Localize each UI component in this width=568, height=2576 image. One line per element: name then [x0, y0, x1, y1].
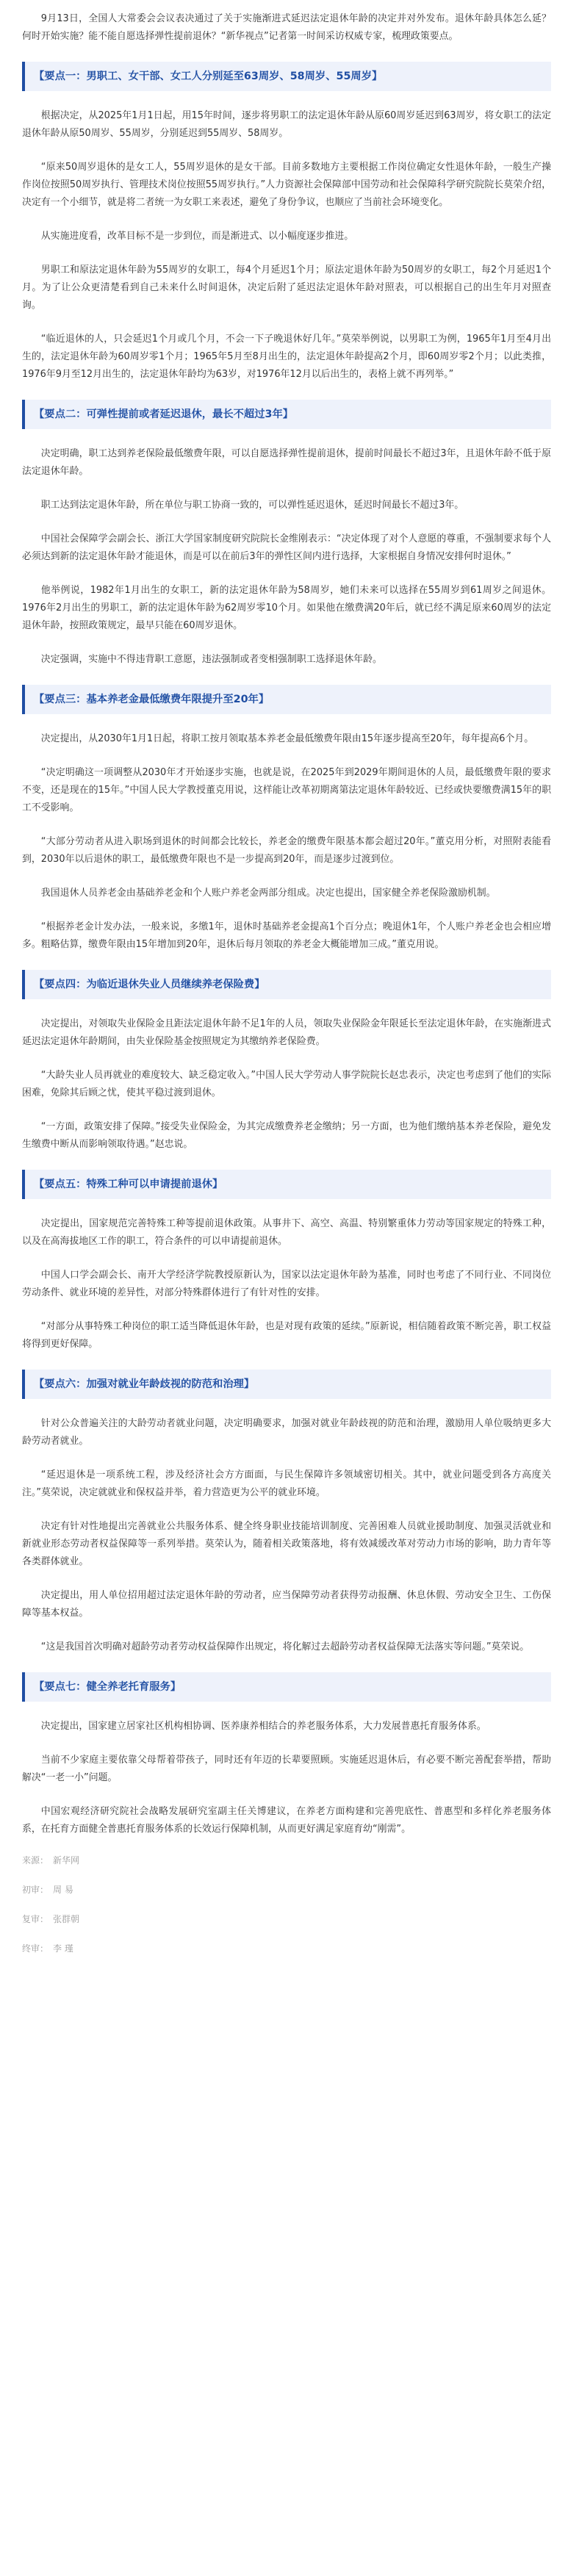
section-heading	[22, 685, 551, 714]
section-heading-text: 【要点四：为临近退休失业人员继续养老保险费】	[34, 979, 265, 990]
meta-label: 来源：	[22, 1855, 49, 1866]
meta-value: 周 易	[53, 1885, 73, 1895]
meta-label: 终审：	[22, 1943, 49, 1954]
paragraph: 中国人口学会副会长、南开大学经济学院教授原新认为，国家以法定退休年龄为基准，同时也考虑了不同行业、不同岗位劳动条件、就业环境的差异性，对部分特殊群体进行了有针对性的安排。	[22, 1270, 551, 1298]
section-heading	[22, 1170, 551, 1199]
section-heading-text: 【要点三：基本养老金最低缴费年限提升至20年】	[34, 694, 270, 705]
paragraph: 中国宏观经济研究院社会战略发展研究室副主任关博建议，在养老方面构建和完善兜底性、普惠型和多样化养老服务体系，在托育方面健全普惠托育服务体系的长效运行保障机制，从而更好满足家庭育幼“刚需”。	[22, 1806, 551, 1835]
section-heading	[22, 1672, 551, 1702]
paragraph: 决定提出，对领取失业保险金且距法定退休年龄不足1年的人员，领取失业保险金年限延长至法定退休年龄，在实施渐进式延迟法定退休年龄期间，由失业保险基金按照规定为其缴纳养老保险费。	[22, 1018, 551, 1047]
meta-row	[22, 1943, 551, 1954]
paragraph: 决定明确，职工达到养老保险最低缴费年限，可以自愿选择弹性提前退休，提前时间最长不超过3年，且退休年龄不低于原法定退休年龄。	[22, 448, 551, 477]
paragraph: 决定提出，国家建立居家社区机构相协调、医养康养相结合的养老服务体系，大力发展普惠托育服务体系。	[40, 1721, 486, 1732]
section-heading	[22, 62, 551, 91]
meta-label: 复审：	[22, 1914, 49, 1924]
paragraph: 当前不少家庭主要依靠父母帮着带孩子，同时还有年迈的长辈要照顾。实施延迟退休后，有必要不断完善配套举措，帮助解决“一老一小”问题。	[22, 1755, 551, 1783]
paragraph: 从实施进度看，改革目标不是一步到位，而是渐进式、以小幅度逐步推进。	[40, 231, 354, 242]
paragraph: “临近退休的人，只会延迟1个月或几个月，不会一下子晚退休好几年。”莫荣举例说，以男职工为例，1965年1月至4月出生的，法定退休年龄为60周岁零1个月；1965年5月至8月出生的，法定退休年龄提高2个月，即60周岁零2个月；以此类推，1976年9月至12月出生的，法定退休年龄均为63岁，对1976年12月以后出生的，表格上就不再列举。”	[22, 334, 551, 380]
section-heading	[22, 970, 551, 999]
meta-label: 初审：	[22, 1885, 49, 1895]
paragraph: “延迟退休是一项系统工程，涉及经济社会方方面面，与民生保障许多领域密切相关。其中，就业问题受到各方高度关注。”莫荣说，决定就就业和保权益并举，着力营造更为公平的就业环境。	[22, 1469, 551, 1498]
paragraph: 决定提出，用人单位招用超过法定退休年龄的劳动者，应当保障劳动者获得劳动报酬、休息休假、劳动安全卫生、工伤保障等基本权益。	[22, 1590, 551, 1619]
section-heading-text: 【要点二：可弹性提前或者延迟退休，最长不超过3年】	[34, 409, 294, 420]
section-heading-text: 【要点五：特殊工种可以申请提前退休】	[34, 1179, 223, 1190]
section-heading	[22, 400, 551, 429]
paragraph: 决定有针对性地提出完善就业公共服务体系、健全终身职业技能培训制度、完善困难人员就业援助制度、加强灵活就业和新就业形态劳动者权益保障等一系列举措。莫荣认为，随着相关政策落地，将有效减缓改革对劳动力市场的影响，助力青年等各类群体就业。	[22, 1521, 551, 1567]
section-heading	[22, 1370, 551, 1399]
paragraph: “决定明确这一项调整从2030年才开始逐步实施，也就是说，在2025年到2029年期间退休的人员，最低缴费年限的要求不变，还是现在的15年。”中国人民大学教授董克用说，这样能让改革初期离第法定退休年龄较近、已经或快要缴费满15年的职工不受影响。	[22, 767, 551, 813]
meta-value: 李 瑾	[53, 1943, 73, 1954]
paragraph: “对部分从事特殊工种岗位的职工适当降低退休年龄，也是对现有政策的延续。”原新说，相信随着政策不断完善，职工权益将得到更好保障。	[22, 1321, 551, 1350]
paragraph: “根据养老金计发办法，一般来说，多缴1年，退休时基础养老金提高1个百分点；晚退休1年，个人账户养老金也会相应增多。粗略估算，缴费年限由15年增加到20年，退休后每月领取的养老金大概能增加三成。”董克用说。	[22, 921, 551, 950]
meta-value: 新华网	[53, 1855, 80, 1866]
paragraph: 针对公众普遍关注的大龄劳动者就业问题，决定明确要求，加强对就业年龄歧视的防范和治理，激励用人单位吸纳更多大龄劳动者就业。	[22, 1418, 551, 1447]
paragraph: 职工达到法定退休年龄，所在单位与职工协商一致的，可以弹性延迟退休，延迟时间最长不超过3年。	[40, 500, 464, 511]
section-heading-text: 【要点六：加强对就业年龄歧视的防范和治理】	[34, 1378, 255, 1390]
article-body	[22, 10, 551, 1972]
paragraph: 决定提出，从2030年1月1日起，将职工按月领取基本养老金最低缴费年限由15年逐步提高至20年，每年提高6个月。	[40, 733, 534, 744]
meta-row	[22, 1854, 551, 1866]
section-heading-text: 【要点七：健全养老托育服务】	[34, 1681, 181, 1693]
meta-row	[22, 1884, 551, 1896]
paragraph: 9月13日，全国人大常委会会议表决通过了关于实施渐进式延迟法定退休年龄的决定并对外发布。退休年龄具体怎么延？何时开始实施？能不能自愿选择弹性提前退休？“新华视点”记者第一时间采访权威专家，梳理政策要点。	[22, 13, 551, 42]
paragraph: “原来50周岁退休的是女工人，55周岁退休的是女干部。目前多数地方主要根据工作岗位确定女性退休年龄，一般生产操作岗位按照50周岁执行、管理技术岗位按照55周岁执行。”人力资源社会保障部中国劳动和社会保障科学研究院院长莫荣介绍，决定有一个小细节，就是将二者统一为女职工来表述，避免了身份争议，也顺应了当前社会环境变化。	[22, 162, 551, 208]
paragraph: 决定提出，国家规范完善特殊工种等提前退休政策。从事井下、高空、高温、特别繁重体力劳动等国家规定的特殊工种，以及在高海拔地区工作的职工，符合条件的可以申请提前退休。	[22, 1218, 551, 1247]
paragraph: “大部分劳动者从进入职场到退休的时间都会比较长，养老金的缴费年限基本都会超过20年。”董克用分析，对照附表能看到，2030年以后退休的职工，最低缴费年限也不是一步提高到20年，而是逐步过渡到位。	[22, 836, 551, 865]
article-meta	[22, 1854, 551, 1954]
paragraph: 中国社会保障学会副会长、浙江大学国家制度研究院院长金维刚表示：“决定体现了对个人意愿的尊重，不强制要求每个人必须达到新的法定退休年龄才能退休，而是可以在前后3年的弹性区间内进行选择，大家根据自身情况安排何时退休。”	[22, 533, 551, 562]
meta-row	[22, 1913, 551, 1925]
paragraph: 他举例说，1982年1月出生的女职工，新的法定退休年龄为58周岁，她们未来可以选择在55周岁到61周岁之间退休。1976年2月出生的男职工，新的法定退休年龄为62周岁零10个月。如果他在缴费满20年后，就已经不满足原来60周岁的法定退休年龄，按照政策规定，最早只能在60周岁退休。	[22, 585, 551, 631]
meta-value: 张群朝	[53, 1914, 80, 1924]
paragraph: “这是我国首次明确对超龄劳动者劳动权益保障作出规定，将化解过去超龄劳动者权益保障无法落实等问题。”莫荣说。	[40, 1641, 530, 1652]
paragraph: 决定强调，实施中不得违背职工意愿，违法强制或者变相强制职工选择退休年龄。	[40, 654, 382, 665]
paragraph: 我国退休人员养老金由基础养老金和个人账户养老金两部分组成。决定也提出，国家健全养老保险激励机制。	[40, 888, 496, 899]
paragraph: 男职工和原法定退休年龄为55周岁的女职工，每4个月延迟1个月；原法定退休年龄为50周岁的女职工，每2个月延迟1个月。为了让公众更清楚看到自己未来什么时间退休，决定后附了延迟法定退休年龄对照表，可以根据自己的出生年月对照查询。	[22, 265, 551, 311]
paragraph: “大龄失业人员再就业的难度较大、缺乏稳定收入。”中国人民大学劳动人事学院院长赵忠表示，决定也考虑到了他们的实际困难，免除其后顾之忧，使其平稳过渡到退休。	[22, 1070, 551, 1098]
paragraph: 根据决定，从2025年1月1日起，用15年时间，逐步将男职工的法定退休年龄从原60周岁延迟到63周岁，将女职工的法定退休年龄从原50周岁、55周岁，分别延迟到55周岁、58周岁。	[22, 110, 551, 139]
section-heading-text: 【要点一：男职工、女干部、女工人分别延至63周岁、58周岁、55周岁】	[34, 71, 383, 82]
paragraph: “一方面，政策安排了保障。”接受失业保险金，为其完成缴费养老金缴纳；另一方面，也为他们缴纳基本养老保险，避免发生缴费中断从而影响领取待遇。”赵忠说。	[22, 1121, 551, 1150]
